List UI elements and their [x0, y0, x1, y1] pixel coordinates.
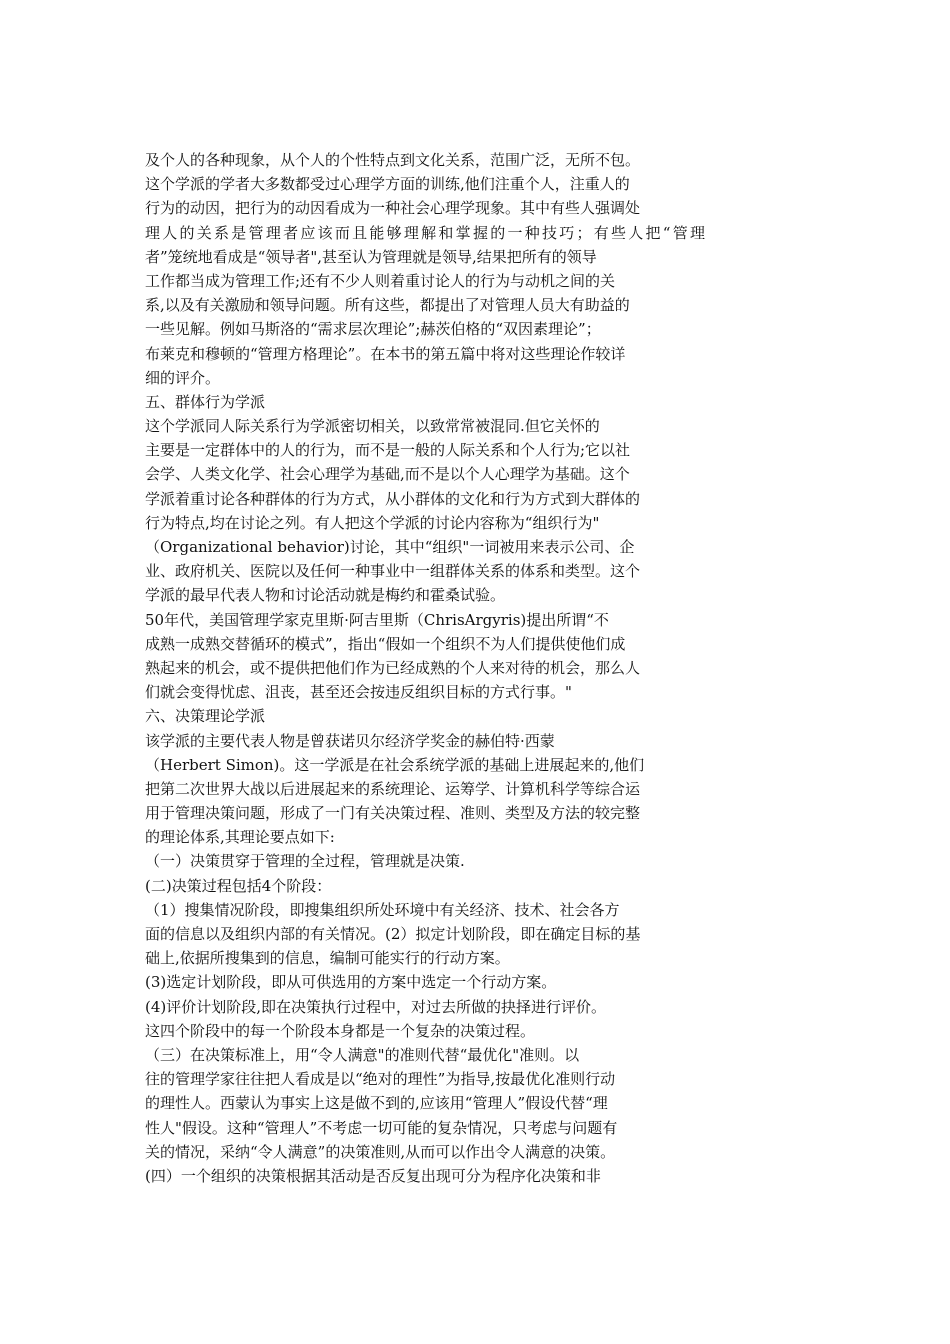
text-line: 行为特点,均在讨论之列。有人把这个学派的讨论内容称为“组织行为" [145, 513, 600, 532]
text-line: 业、政府机关、医院以及任何一种事业中一组群体关系的体系和类型。这个 [145, 562, 641, 581]
text-line: 及个人的各种现象，从个人的个性特点到文化关系，范围广泛，无所不包。 [145, 151, 641, 169]
text-line: 行为的动因，把行为的动因看成为一种社会心理学现象。其中有些人强调处 [145, 199, 641, 218]
text-line: 学派着重讨论各种群体的行为方式，从小群体的文化和行为方式到大群体的 [145, 489, 641, 508]
text-line: (二)决策过程包括4个阶段： [145, 876, 332, 895]
text-line: 用于管理决策问题，形成了一门有关决策过程、准则、类型及方法的较完整 [145, 804, 641, 823]
text-line: 理人的关系是管理者应该而且能够理解和掌握的一种技巧；有些人把“管理 [145, 223, 705, 242]
text-line: 者”笼统地看成是“领导者",甚至认为管理就是领导,结果把所有的领导 [145, 247, 597, 266]
text-line: （一）决策贯穿于管理的全过程，管理就是决策. [145, 852, 465, 871]
text-line: 关的情况，采纳“令人满意”的决策准则,从而可以作出令人满意的决策。 [145, 1142, 616, 1161]
text-line: 主要是一定群体中的人的行为，而不是一般的人际关系和个人行为;它以社 [145, 441, 631, 460]
text-line: 该学派的主要代表人物是曾获诺贝尔经济学奖金的赫伯特·西蒙 [145, 731, 555, 750]
text-line: 系,以及有关激励和领导问题。所有这些，都提出了对管理人员大有助益的 [145, 296, 630, 315]
text-line: （Organizational behavior)讨论，其中“组织"一词被用来表示公司、企 [145, 538, 635, 556]
text-line: 的理论体系,其理论要点如下: [145, 828, 335, 847]
text-line: (3)选定计划阶段，即从可供选用的方案中选定一个行动方案。 [145, 973, 557, 992]
document-body [145, 148, 705, 1188]
text-line: 五、群体行为学派 [145, 392, 266, 411]
text-line: 一些见解。例如马斯洛的“需求层次理论”;赫茨伯格的“双因素理论”； [145, 320, 601, 339]
text-line: 六、决策理论学派 [145, 707, 266, 726]
text-line: 会学、人类文化学、社会心理学为基础,而不是以个人心理学为基础。这个 [145, 465, 630, 484]
text-line: 这个学派的学者大多数都受过心理学方面的训练,他们注重个人，注重人的 [145, 175, 630, 194]
text-line: 这个学派同人际关系行为学派密切相关，以致常常被混同.但它关怀的 [145, 417, 600, 436]
text-line: 细的评介。 [145, 368, 221, 387]
text-line: (四）一个组织的决策根据其活动是否反复出现可分为程序化决策和非 [145, 1166, 601, 1185]
text-line: 50年代，美国管理学家克里斯·阿吉里斯（ChrisArgyris)提出所谓“不 [145, 610, 609, 629]
text-line: (4)评价计划阶段,即在决策执行过程中，对过去所做的抉择进行评价。 [145, 997, 607, 1016]
text-line: 性人"假设。这种“管理人”不考虑一切可能的复杂情况，只考虑与问题有 [145, 1118, 618, 1137]
text-line: 布莱克和穆顿的“管理方格理论”。在本书的第五篇中将对这些理论作较详 [145, 344, 626, 363]
text-line: 熟起来的机会，或不提供把他们作为已经成熟的个人来对待的机会，那么人 [145, 658, 641, 677]
text-line: 工作都当成为管理工作;还有不少人则着重讨论人的行为与动机之间的关 [145, 271, 616, 290]
text-line: 础上,依据所搜集到的信息，编制可能实行的行动方案。 [145, 949, 510, 968]
text-line: 们就会变得忧虑、沮丧，甚至还会按违反组织目标的方式行事。" [145, 683, 572, 702]
text-line: 面的信息以及组织内部的有关情况。(2）拟定计划阶段，即在确定目标的基 [145, 925, 641, 943]
text-line: （Herbert Simon)。这一学派是在社会系统学派的基础上进展起来的,他们 [145, 755, 645, 774]
text-line: 成熟一成熟交替循环的模式”，指出“假如一个组织不为人们提供使他们成 [145, 634, 626, 653]
text-line: 这四个阶段中的每一个阶段本身都是一个复杂的决策过程。 [145, 1021, 536, 1040]
text-line: 往的管理学家往往把人看成是以“绝对的理性”为指导,按最优化准则行动 [145, 1070, 616, 1089]
text-line: （三）在决策标准上，用“令人满意"的准则代替“最优化"准则。以 [145, 1045, 580, 1064]
text-line: （1）搜集情况阶段，即搜集组织所处环境中有关经济、技术、社会各方 [145, 900, 620, 919]
text-line: 把第二次世界大战以后进展起来的系统理论、运筹学、计算机科学等综合运 [145, 779, 641, 798]
text-line: 学派的最早代表人物和讨论活动就是梅约和霍桑试验。 [145, 586, 506, 605]
text-line: 的理性人。西蒙认为事实上这是做不到的,应该用“管理人”假设代替“理 [145, 1094, 608, 1113]
